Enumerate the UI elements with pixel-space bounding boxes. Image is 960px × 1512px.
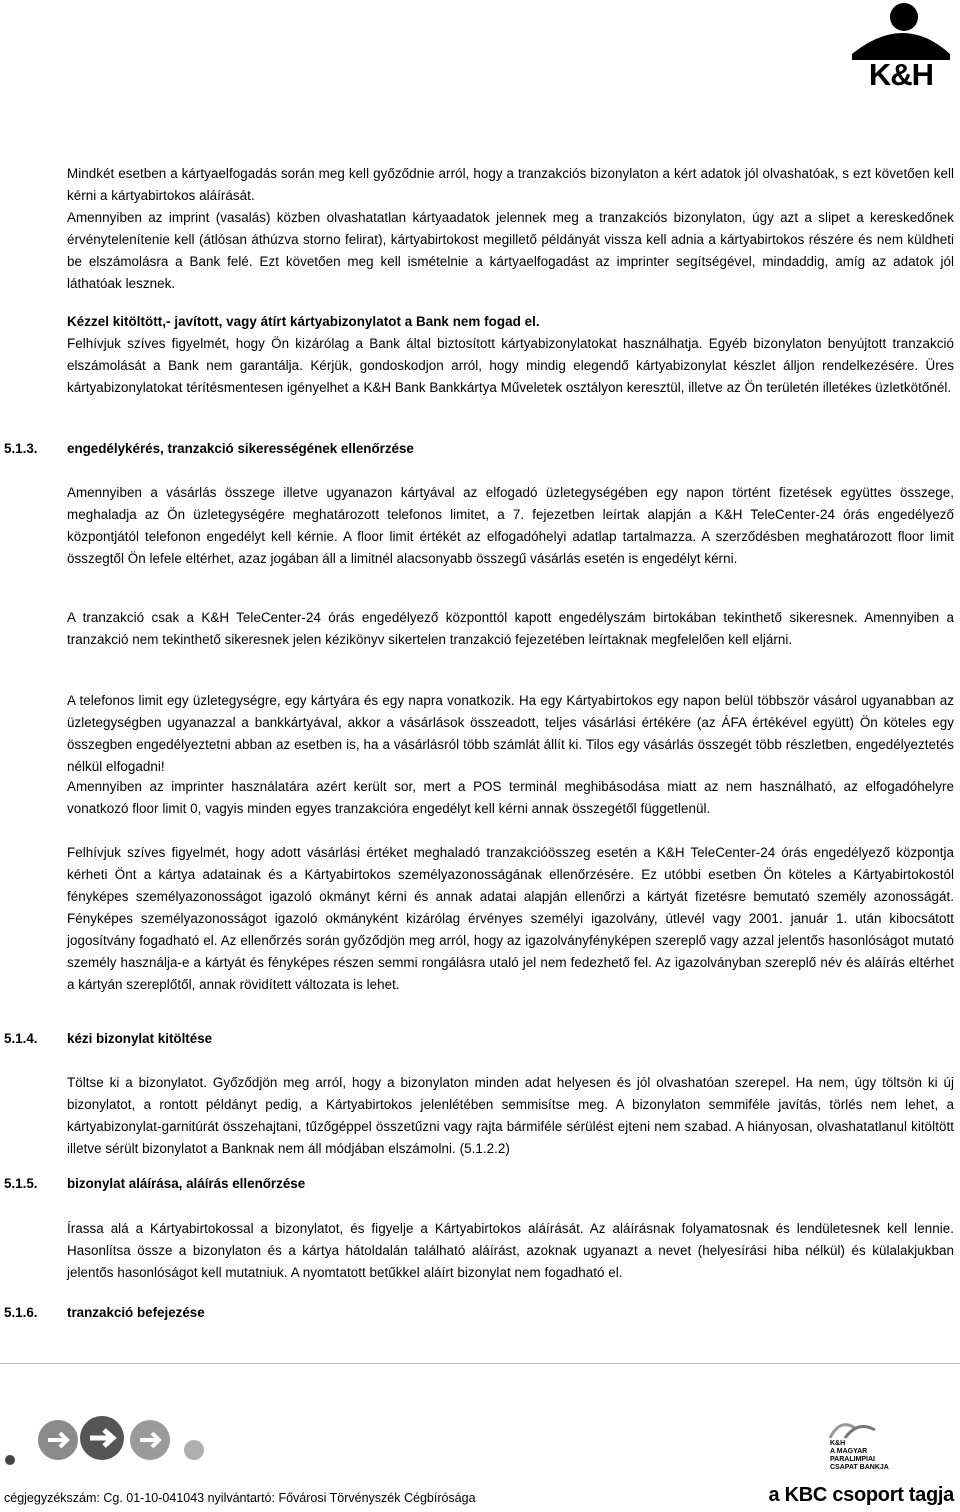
kh-logo xyxy=(846,0,956,92)
paragraph: Mindkét esetben a kártyaelfogadás során meg kell győződnie arról, hogy a tranzakciós bizonylaton a kért adatok jól olvashatóak, s ezt követően kell kérni a kártyabirtokos aláírását. xyxy=(67,166,954,203)
paragraph: Amennyiben az imprinter használatára azért került sor, mert a POS terminál meghibásodása miatt az nem használható, az elfogadóhelyre vonatkozó floor limit 0, vagyis minden egyes tranzakcióra engedélyt kell kérni annak összegétől függetlenül. xyxy=(67,779,954,816)
paralympic-arcs-icon xyxy=(820,1418,890,1440)
paragraph: Felhívjuk szíves figyelmét, hogy Ön kizárólag a Bank által biztosított kártyabizonylatokat használhatja. Egyéb bizonylaton benyújtott tranzakció elszámolását a Bank nem garantálja. Kérjük, gondoskodjon arról, hogy mindig elegendő kártyabizonylat készlet álljon rendelkezésére. Üres kártyabizonylatokat térítésmentesen igényelhet a K&H Bank Bankkártya Műveletek osztályon keresztül, illetve az Ön területén illetékes üzletkötőnél. xyxy=(67,336,954,395)
paragraph: A tranzakció csak a K&H TeleCenter-24 órás engedélyező központtól kapott engedélyszám birtokában tekinthető sikeresnek. Amennyiben a tranzakció nem tekinthető sikeresnek jelen kézikönyv sikertelen tranzakció fejezetében leírtaknak megfelelően kell eljárni. xyxy=(67,610,954,647)
kbc-group-tagline: a KBC csoport tagja xyxy=(768,1484,954,1506)
section-number: 5.1.5. xyxy=(4,1176,38,1191)
paralympic-line: A MAGYAR xyxy=(830,1448,868,1455)
section-title: tranzakció befejezése xyxy=(67,1305,205,1320)
section-title: bizonylat aláírása, aláírás ellenőrzése xyxy=(67,1176,306,1191)
paralympic-line: CSAPAT BANKJA xyxy=(830,1464,889,1471)
kh-logo-text: K&H xyxy=(868,57,934,92)
kh-logo-mark-icon xyxy=(846,0,956,60)
footer-divider xyxy=(0,1363,960,1364)
paralympic-line: PARALIMPIAI xyxy=(830,1456,875,1463)
section-title: kézi bizonylat kitöltése xyxy=(67,1031,213,1046)
paragraph: Töltse ki a bizonylatot. Győződjön meg arról, hogy a bizonylaton minden adat helyesen és jól olvashatóan szerepel. Ha nem, úgy töltsön ki új bizonylatot, a rontott példányt pedig, a Kártyabirtokos jelenlétében semmisítse meg. A bizonylaton semmiféle javítás, törlés nem lehet, a kártyabizonylat-garnitúrát összehajtani, tűzőgéppel összetűzni vagy rajta bármiféle sérülést ejteni nem szabad. A hiányosan, olvashatatlanul kitöltött illetve sérült bizonylatot a Banknak nem áll módjában elszámolni. (5.1.2.2) xyxy=(67,1075,954,1156)
company-registry: cégjegyzékszám: Cg. 01-10-041043 nyilvántartó: Fővárosi Törvényszék Cégbírósága xyxy=(4,1491,476,1505)
paralympic-line: K&H xyxy=(830,1440,846,1447)
section-number: 5.1.4. xyxy=(4,1031,38,1046)
arrow-decoration-icon xyxy=(0,1410,220,1470)
paragraph: Írassa alá a Kártyabirtokossal a bizonylatot, és figyelje a Kártyabirtokos aláírását. Az aláírásnak folyamatosnak és lendületesnek kell lennie. Hasonlítsa össze a bizonylaton és a kártya hátoldalán található aláírást, azoknak ugyanazt a nevet (helyesírási hiba nélkül) és külalakjukban jelentős hasonlóságot kell mutatniuk. A nyomtatott betűkkel aláírt bizonylat nem fogadható el. xyxy=(67,1221,954,1280)
paragraph: A telefonos limit egy üzletegységre, egy kártyára és egy napra vonatkozik. Ha egy Kártyabirtokos egy napon belül többször vásárol ugyanabban az üzletegységben ugyanazzal a bankkártyával, akkor a vásárlások összeadott, teljes vásárlási értékére (az ÁFA értékével együtt) Ön köteles egy összegben engedélyeztetni abban az esetben is, ha a vásárlásról több számlát állít ki. Tilos egy vásárlás összegét több részletben, engedélyeztetés nélkül elfogadni! xyxy=(67,693,954,774)
paragraph: Amennyiben a vásárlás összege illetve ugyanazon kártyával az elfogadó üzletegységében egy napon történt fizetések együttes összege, meghaladja az Ön üzletegységére meghatározott telefonos limitet, a 7. fejezetben leírtak alapján a K&H TeleCenter-24 órás engedélyező központjától telefonon engedélyt kell kérnie. A floor limit értékét az elfogadóhelyi adatlap tartalmazza. A szerződésben meghatározott floor limit összegtől Ön lefele eltérhet, azaz jogában áll a limitnél alacsonyabb összegű vásárlás esetén is engedélyt kérni. xyxy=(67,485,954,566)
section-number: 5.1.3. xyxy=(4,441,38,456)
paragraph: Amennyiben az imprint (vasalás) közben olvashatatlan kártyaadatok jelennek meg a tranzakciós bizonylaton, úgy azt a slipet a kereskedőnek érvényteleníteniе kell (átlósan áthúzva storno felirat), kártyabirtokost megillető példányát vissza kell adnia a kártyabirtokos részére és nem küldheti be elszámolásra a Bank felé. Ezt követően meg kell ismételnie a kártyaelfogadást az imprinter segítségével, mindaddig, amíg az adatok jól láthatóak lesznek. xyxy=(67,210,954,291)
bold-notice: Kézzel kitöltött,- javított, vagy átírt kártyabizonylatot a Bank nem fogad el. xyxy=(67,314,540,329)
section-title: engedélykérés, tranzakció sikerességének ellenőrzése xyxy=(67,441,414,456)
section-number: 5.1.6. xyxy=(4,1305,38,1320)
paragraph: Felhívjuk szíves figyelmét, hogy adott vásárlási értéket meghaladó tranzakcióösszeg esetén a K&H TeleCenter-24 órás engedélyező központja kérheti Önt a kártya adatainak és a Kártyabirtokos személyazonosságának ellenőrzésére. Ez utóbbi esetben Ön köteles a Kártyabirtokostól fényképes személyazonosságot igazoló okmányt kérni és annak adatai alapján ellenőrzi a kártyát fizetésre bemutató személy azonosságát. Fényképes személyazonosságot igazoló okmányként kizárólag érvényes személyi igazolvány, útlevél vagy 2001. január 1. után kibocsátott jogosítvány fogadható el. Az ellenőrzés során győződjön meg arról, hogy az igazolványfényképen szereplő vagy azzal jelentős hasonlóságot mutató személy használja-e a kártyát és fényképes részen semmi rongálásra utaló jel nem fedezhető fel. Az igazolványban szereplő név és aláírás eltérhet a kártyán szereplőtől, annak rövidített változata is lehet. xyxy=(67,845,954,992)
paralympic-badge xyxy=(820,1418,890,1478)
